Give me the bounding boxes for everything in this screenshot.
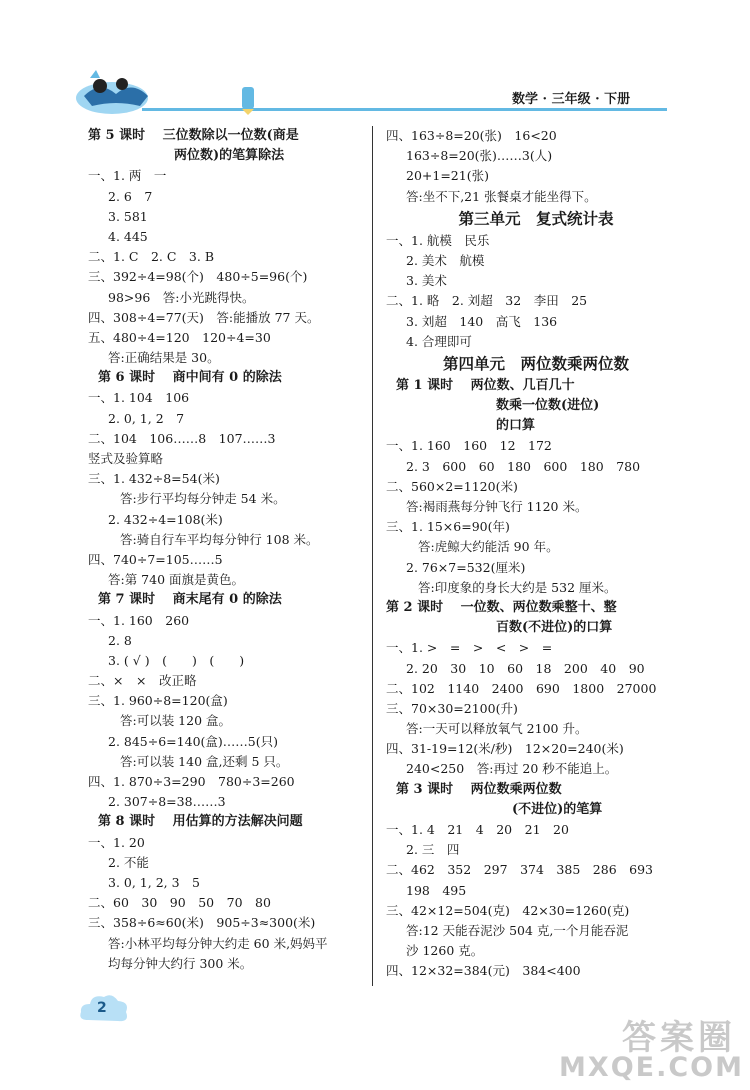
right-answer-line: 一、1. > = > < > = (386, 640, 553, 656)
right-answer-line: 一、1. 4 21 4 20 21 20 (386, 822, 569, 837)
left-answer-line: 四、1. 870÷3=290 780÷3=260 (88, 774, 295, 789)
right-answer-line: 2. 3 600 60 180 600 180 780 (406, 458, 641, 474)
left-answer-line: 一、1. 104 106 (88, 390, 190, 406)
left-answer-line: 2. 8 (108, 632, 132, 648)
left-answer-line: 答:骑自行车平均每分钟行 108 米。 (120, 531, 319, 547)
left-answer-line: 竖式及验算略 (88, 451, 164, 466)
page-number: 2 (97, 1000, 107, 1016)
left-answer-line: 二、104 106……8 107……3 (88, 430, 276, 446)
watermark-top: 答案圈 (622, 1018, 736, 1058)
section-heading: 第 3 课时 两位数乘两位数 (396, 781, 562, 797)
right-answer-line: 2. 20 30 10 60 18 200 40 90 (406, 660, 645, 676)
left-answer-line: 2. 不能 (108, 854, 149, 870)
left-answer-line: 3. ( √ ) ( ) ( ) (108, 652, 245, 668)
left-answer-line: 3. 0, 1, 2, 3 5 (108, 874, 201, 890)
watermark-bottom: MXQE.COM (559, 1052, 744, 1083)
right-answer-line: 答:虎鲸大约能活 90 年。 (418, 539, 559, 555)
left-answer-line: 2. 307÷8=38……3 (108, 794, 226, 810)
left-column (88, 126, 368, 974)
right-answer-line: 答:一天可以释放氧气 2100 升。 (406, 721, 588, 737)
right-answer-line: 198 495 (406, 882, 467, 898)
section-heading: 两位数)的笔算除法 (174, 148, 285, 164)
right-answer-line: 3. 刘超 140 高飞 136 (406, 313, 558, 329)
right-answer-line: 答:12 天能吞泥沙 504 克,一个月能吞泥 (406, 922, 629, 938)
right-answer-line: 四、31-19=12(米/秒) 12×20=240(米) (386, 741, 624, 757)
left-answer-line: 四、308÷4=77(天) 答:能播放 77 天。 (88, 309, 320, 325)
left-answer-line: 98>96 答:小光跳得快。 (108, 289, 255, 305)
right-answer-line: 20+1=21(张) (406, 168, 489, 184)
right-answer-line: 二、1. 略 2. 刘超 32 李田 25 (386, 293, 588, 309)
left-answer-line: 一、1. 两 一 (88, 168, 167, 184)
right-answer-line: 三、70×30=2100(升) (386, 700, 518, 716)
section-heading: 第 5 课时 三位数除以一位数(商是 (88, 128, 299, 143)
right-answer-line: 163÷8=20(张)……3(人) (406, 148, 553, 164)
section-heading: 第 1 课时 两位数、几百几十 (396, 377, 575, 393)
left-answer-line: 均每分钟大约行 300 米。 (108, 955, 253, 971)
right-answer-line: 3. 美术 (406, 273, 447, 289)
left-answer-line: 三、392÷4=98(个) 480÷5=96(个) (88, 269, 308, 285)
left-answer-line: 2. 6 7 (108, 188, 153, 204)
left-answer-line: 二、1. C 2. C 3. B (88, 249, 215, 265)
right-answer-line: 答:坐不下,21 张餐桌才能坐得下。 (406, 188, 597, 204)
left-answer-line: 答:可以装 140 盒,还剩 5 只。 (120, 753, 289, 769)
left-answer-line: 三、358÷6≈60(米) 905÷3≈300(米) (88, 915, 316, 931)
right-answer-line: 沙 1260 克。 (406, 943, 484, 959)
right-answer-line: 答:印度象的身长大约是 532 厘米。 (418, 579, 617, 595)
left-answer-line: 2. 0, 1, 2 7 (108, 410, 185, 426)
section-heading: 第 2 课时 一位数、两位数乘整十、整 (386, 599, 617, 615)
left-answer-line: 答:第 740 面旗是黄色。 (108, 572, 245, 588)
book-logo-icon (70, 60, 160, 120)
right-answer-line: 二、102 1140 2400 690 1800 27000 (386, 680, 657, 696)
right-answer-line: 答:褐雨燕每分钟飞行 1120 米。 (406, 499, 588, 514)
section-heading: 百数(不进位)的口算 (496, 620, 613, 636)
right-answer-line: 二、560×2=1120(米) (386, 478, 518, 494)
left-answer-line: 一、1. 160 260 (88, 612, 190, 628)
left-answer-line: 答:正确结果是 30。 (108, 350, 220, 366)
left-answer-line: 2. 845÷6=140(盒)……5(只) (108, 733, 278, 749)
header-title: 数学 · 三年级 · 下册 (512, 92, 631, 107)
left-answer-line: 答:小林平均每分钟大约走 60 米,妈妈平 (108, 935, 328, 951)
pencil-mascot-icon (236, 83, 262, 115)
right-answer-line: 四、12×32=384(元) 384<400 (386, 963, 581, 979)
section-heading: 第 8 课时 用估算的方法解决问题 (98, 814, 303, 830)
left-answer-line: 2. 432÷4=108(米) (108, 511, 223, 527)
section-heading: 第 6 课时 商中间有 0 的除法 (98, 370, 282, 386)
right-column (386, 126, 686, 982)
right-answer-line: 2. 76×7=532(厘米) (406, 559, 526, 575)
header-rule (142, 108, 667, 111)
left-answer-line: 3. 581 (108, 208, 148, 224)
left-answer-line: 三、1. 960÷8=120(盒) (88, 693, 228, 709)
left-answer-line: 一、1. 20 (88, 834, 145, 850)
left-answer-line: 4. 445 (108, 228, 148, 244)
section-heading: (不进位)的笔算 (512, 801, 603, 817)
left-answer-line: 二、× × 改正略 (88, 673, 197, 689)
unit-heading: 第三单元 复式统计表 (458, 208, 614, 228)
right-answer-line: 一、1. 航模 民乐 (386, 232, 490, 248)
unit-heading: 第四单元 两位数乘两位数 (442, 353, 629, 373)
left-answer-line: 答:可以装 120 盒。 (120, 713, 232, 729)
right-answer-line: 2. 美术 航模 (406, 252, 485, 268)
right-answer-line: 三、1. 15×6=90(年) (386, 519, 510, 535)
right-answer-line: 4. 合理即可 (406, 333, 472, 349)
section-heading: 数乘一位数(进位) (496, 398, 600, 414)
section-heading: 第 7 课时 商末尾有 0 的除法 (98, 592, 282, 608)
column-divider (372, 126, 373, 986)
right-answer-line: 2. 三 四 (406, 842, 460, 858)
right-answer-line: 一、1. 160 160 12 172 (386, 438, 552, 454)
right-answer-line: 二、462 352 297 374 385 286 693 (386, 862, 654, 878)
left-answer-line: 三、1. 432÷8=54(米) (88, 471, 220, 487)
right-answer-line: 240<250 答:再过 20 秒不能追上。 (406, 761, 618, 777)
left-answer-line: 四、740÷7=105……5 (88, 551, 223, 567)
section-heading: 的口算 (496, 418, 536, 434)
left-answer-line: 二、60 30 90 50 70 80 (88, 895, 271, 911)
watermark (559, 1010, 750, 1090)
right-answer-line: 三、42×12=504(克) 42×30=1260(克) (386, 902, 630, 918)
left-answer-line: 答:步行平均每分钟走 54 米。 (120, 491, 286, 507)
right-answer-line: 四、163÷8=20(张) 16<20 (386, 128, 557, 143)
left-answer-line: 五、480÷4=120 120÷4=30 (88, 329, 271, 345)
